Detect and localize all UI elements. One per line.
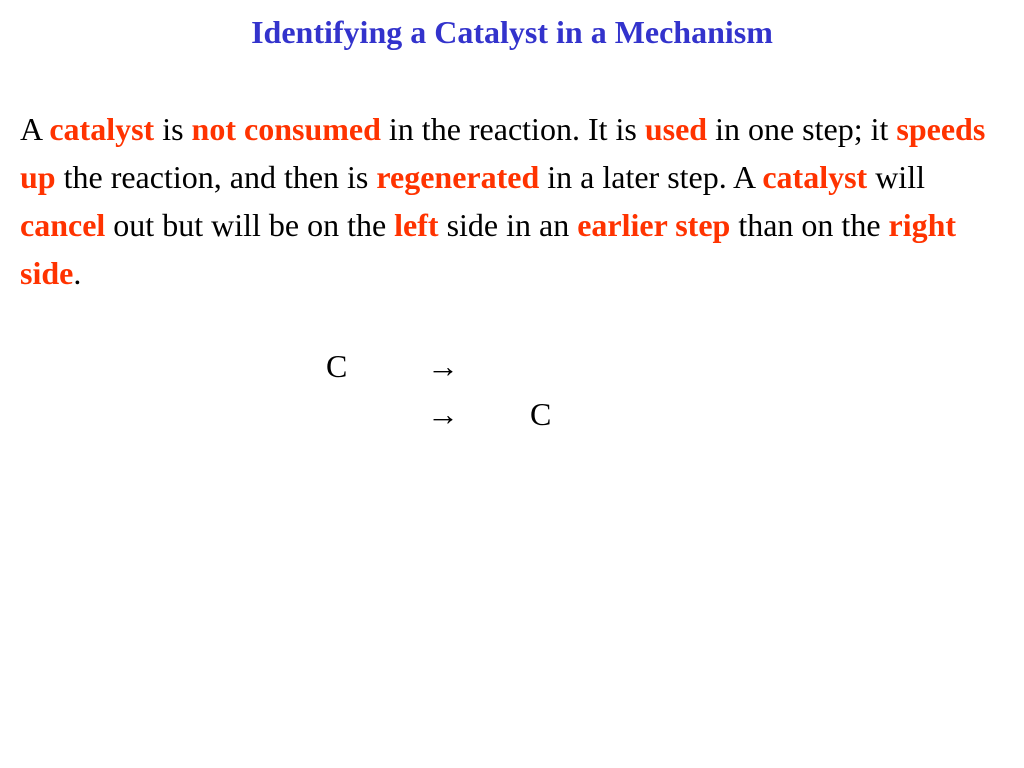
text-run: out but will be on the [105,207,395,243]
text-run: than on the [730,207,889,243]
highlight-term: used [644,111,708,147]
highlight-term: cancel [20,207,106,243]
step2-product-catalyst: C [530,396,552,432]
step2-reaction-arrow: → [427,396,459,432]
highlight-term: regenerated [376,159,540,195]
text-run: will [867,159,925,195]
text-run: in the reaction. It is [380,111,645,147]
highlight-term: earlier step [577,207,731,243]
highlight-term: speeds up [20,111,986,195]
highlight-term: catalyst [762,159,868,195]
step1-reaction-arrow: → [427,348,459,384]
highlight-term: right side [20,207,957,291]
text-run: in a later step. A [539,159,763,195]
text-run: is [154,111,192,147]
highlight-term: catalyst [49,111,155,147]
text-run: A [20,111,50,147]
body-paragraph [20,105,1004,297]
highlight-term: not consumed [191,111,381,147]
text-run: in one step; it [707,111,897,147]
highlight-term: left [394,207,439,243]
text-run: . [73,255,82,291]
slide-title: Identifying a Catalyst in a Mechanism [251,14,773,50]
text-run: the reaction, and then is [55,159,377,195]
step1-reactant-catalyst: C [326,348,348,384]
text-run: side in an [438,207,578,243]
